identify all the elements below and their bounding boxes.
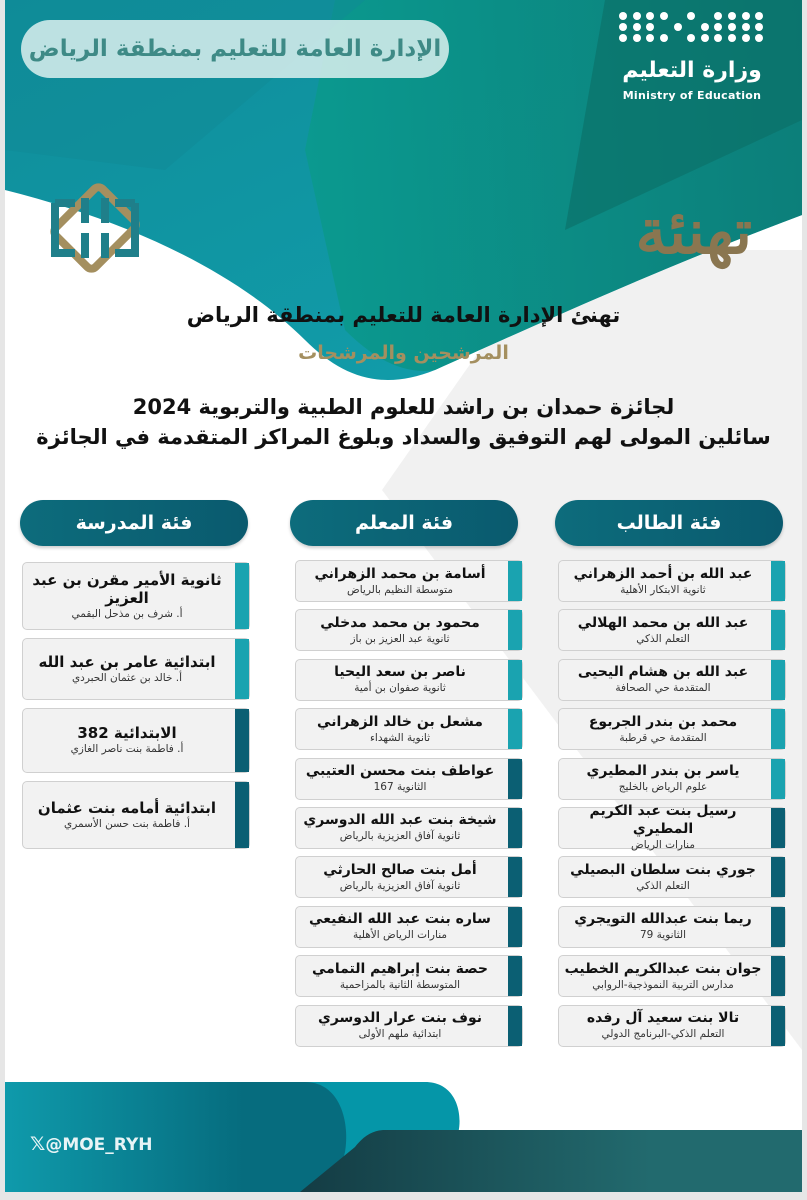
card-accent-bar <box>235 639 249 699</box>
card-accent-bar <box>508 709 522 749</box>
card-accent-bar <box>508 907 522 947</box>
dot <box>714 23 722 31</box>
nominee-name: جوري بنت سلطان البصيلي <box>570 861 756 878</box>
dot <box>619 34 627 42</box>
nominee-name: أمل بنت صالح الحارثي <box>323 861 477 878</box>
nominee-card <box>295 659 523 701</box>
card-accent-bar <box>235 709 249 772</box>
dot <box>742 12 750 20</box>
nominee-name: عواطف بنت محسن العتيبي <box>305 763 495 780</box>
card-accent-bar <box>771 907 785 947</box>
nominee-name: ثانوية الأمير مقرن بن عبد العزيز <box>32 570 222 607</box>
dot <box>674 23 682 31</box>
nominee-card <box>558 758 786 800</box>
nominee-affiliation: أ. شرف بن مذحل البقمي <box>71 607 183 620</box>
dot <box>728 34 736 42</box>
nominee-card <box>558 906 786 948</box>
card-accent-bar <box>771 561 785 601</box>
category-header-student: فئة الطالب <box>555 500 783 546</box>
card-accent-bar <box>235 782 249 848</box>
nominee-affiliation: ابتدائية ملهم الأولى <box>358 1028 442 1041</box>
dot <box>619 23 627 31</box>
congrats-calligraphy: تهنئة <box>635 195 752 268</box>
nominee-affiliation: الثانوية 167 <box>373 781 427 794</box>
nominee-card <box>22 708 250 773</box>
nominee-name: ساره بنت عبد الله النفيعي <box>309 911 491 928</box>
dot <box>633 12 641 20</box>
card-accent-bar <box>235 563 249 629</box>
nominee-card <box>558 609 786 651</box>
poster <box>5 0 802 1192</box>
nominee-affiliation: المتقدمة حي الصحافة <box>615 682 711 695</box>
dot <box>755 34 763 42</box>
nominee-name: عبد الله بن محمد الهلالي <box>577 614 749 631</box>
nominee-name: ابتدائية أمامه بنت عثمان <box>37 798 217 817</box>
card-accent-bar <box>771 660 785 700</box>
dot <box>687 12 695 20</box>
nominee-affiliation: متوسطة النظيم بالرياض <box>347 583 453 596</box>
nominee-name: عبد الله بن أحمد الزهراني <box>573 565 753 582</box>
student-list <box>558 560 786 1054</box>
nominee-name: ابتدائية عامر بن عبد الله <box>38 652 216 671</box>
nominee-card <box>295 906 523 948</box>
nominee-affiliation: ثانوية صفوان بن أمية <box>354 682 446 695</box>
x-logo-icon: 𝕏 <box>30 1133 46 1155</box>
dot <box>728 12 736 20</box>
ministry-name-en: Ministry of Education <box>622 89 762 102</box>
nominee-name: رسيل بنت عبد الكريم المطيري <box>589 803 737 838</box>
nominee-card <box>295 560 523 602</box>
intro-line-1: تهنئ الإدارة العامة للتعليم بمنطقة الرياض <box>186 303 621 327</box>
nominee-card <box>558 659 786 701</box>
dot <box>742 23 750 31</box>
nominee-affiliation: منارات الرياض <box>631 839 695 852</box>
nominee-affiliation: ثانوية آفاق العزيزية بالرياض <box>339 830 461 843</box>
intro-line-2: المرشحين والمرشحات <box>298 342 509 364</box>
nominee-name: محمد بن بندر الجربوع <box>588 713 738 730</box>
card-accent-bar <box>508 857 522 897</box>
card-accent-bar <box>771 956 785 996</box>
dot <box>714 34 722 42</box>
nominee-name: ناصر بن سعد اليحيا <box>334 664 466 681</box>
nominee-name: ياسر بن بندر المطيري <box>586 763 740 780</box>
nominee-affiliation: المتقدمة حي قرطبة <box>619 731 707 744</box>
card-accent-bar <box>771 808 785 848</box>
dot <box>646 34 654 42</box>
nominee-name: نوف بنت عرار الدوسري <box>318 1010 482 1027</box>
nominee-name: مشعل بن خالد الزهراني <box>317 713 483 730</box>
card-accent-bar <box>771 759 785 799</box>
nominee-name: ريما بنت عبدالله التويجري <box>574 911 752 928</box>
dot <box>755 12 763 20</box>
nominee-affiliation: ثانوية آفاق العزيزية بالرياض <box>339 879 461 892</box>
dot <box>633 34 641 42</box>
nominee-card <box>295 955 523 997</box>
card-accent-bar <box>508 956 522 996</box>
nominee-card <box>295 708 523 750</box>
card-accent-bar <box>771 610 785 650</box>
award-emblem-icon <box>45 183 145 273</box>
nominee-card <box>22 638 250 700</box>
nominee-affiliation: أ. فاطمة بنت حسن الأسمري <box>64 817 190 830</box>
nominee-affiliation: مدارس التربية النموذجية-الروابي <box>592 978 734 991</box>
nominee-affiliation: أ. خالد بن عثمان الحبردي <box>71 671 183 684</box>
dot <box>755 23 763 31</box>
dot <box>714 12 722 20</box>
dot <box>701 23 709 31</box>
nominee-affiliation: ثانوية الابتكار الأهلية <box>620 583 706 596</box>
dot <box>742 34 750 42</box>
nominee-card <box>558 803 786 852</box>
ministry-name-ar: وزارة التعليم <box>622 58 762 83</box>
ministry-logo <box>612 12 772 102</box>
ministry-dots-icon <box>619 12 765 42</box>
school-list <box>22 562 250 857</box>
nominee-card <box>22 781 250 849</box>
dot <box>633 23 641 31</box>
nominee-card <box>558 560 786 602</box>
card-accent-bar <box>508 759 522 799</box>
card-accent-bar <box>508 610 522 650</box>
card-accent-bar <box>771 857 785 897</box>
nominee-card <box>295 758 523 800</box>
card-accent-bar <box>508 660 522 700</box>
nominee-affiliation: منارات الرياض الأهلية <box>353 929 447 942</box>
intro-line-3: لجائزة حمدان بن راشد للعلوم الطبية والتربوية 2024 <box>132 395 675 419</box>
nominee-affiliation: التعلم الذكي-البرنامج الدولي <box>601 1028 725 1041</box>
nominee-card <box>295 856 523 898</box>
card-accent-bar <box>771 709 785 749</box>
dot <box>728 23 736 31</box>
dot <box>660 12 668 20</box>
dot <box>646 12 654 20</box>
card-accent-bar <box>508 1006 522 1046</box>
nominee-card <box>295 1005 523 1047</box>
nominee-affiliation: التعلم الذكي <box>636 879 690 892</box>
nominee-affiliation: ثانوية الشهداء <box>369 731 431 744</box>
dot <box>646 23 654 31</box>
nominee-name: الابتدائية 382 <box>77 724 177 742</box>
nominee-name: عبد الله بن هشام اليحيى <box>577 664 749 681</box>
nominee-name: تالا بنت سعيد آل رفده <box>586 1010 740 1027</box>
handle-text: @MOE_RYH <box>45 1135 153 1155</box>
nominee-affiliation: ثانوية عبد العزيز بن باز <box>350 632 450 645</box>
nominee-name: محمود بن محمد مدخلي <box>320 614 480 631</box>
nominee-name: أسامة بن محمد الزهراني <box>314 565 486 582</box>
category-header-teacher: فئة المعلم <box>290 500 518 546</box>
dot <box>687 34 695 42</box>
nominee-card <box>295 807 523 849</box>
nominee-card <box>558 1005 786 1047</box>
nominee-card <box>558 856 786 898</box>
category-header-school: فئة المدرسة <box>20 500 248 546</box>
dot <box>701 34 709 42</box>
nominee-affiliation: التعلم الذكي <box>636 632 690 645</box>
card-accent-bar <box>771 1006 785 1046</box>
nominee-card <box>558 955 786 997</box>
nominee-affiliation: علوم الرياض بالخليج <box>618 781 708 794</box>
nominee-name: شيخة بنت عبد الله الدوسري <box>303 812 497 829</box>
nominee-card <box>22 562 250 630</box>
dot <box>660 34 668 42</box>
teacher-list <box>295 560 523 1054</box>
directorate-pill: الإدارة العامة للتعليم بمنطقة الرياض <box>21 20 449 78</box>
nominee-name: حصة بنت إبراهيم التمامي <box>312 960 488 977</box>
card-accent-bar <box>508 561 522 601</box>
nominee-affiliation: المتوسطة الثانية بالمزاحمية <box>339 978 461 991</box>
nominee-affiliation: الثانوية 79 <box>639 929 687 942</box>
nominee-card <box>558 708 786 750</box>
social-handle[interactable] <box>30 1133 153 1155</box>
nominee-name: جوان بنت عبدالكريم الخطيب <box>564 960 762 977</box>
card-accent-bar <box>508 808 522 848</box>
nominee-affiliation: أ. فاطمة بنت ناصر الغازي <box>70 743 184 755</box>
dot <box>619 12 627 20</box>
nominee-card <box>295 609 523 651</box>
intro-line-4: سائلين المولى لهم التوفيق والسداد وبلوغ المراكز المتقدمة في الجائزة <box>36 425 771 449</box>
